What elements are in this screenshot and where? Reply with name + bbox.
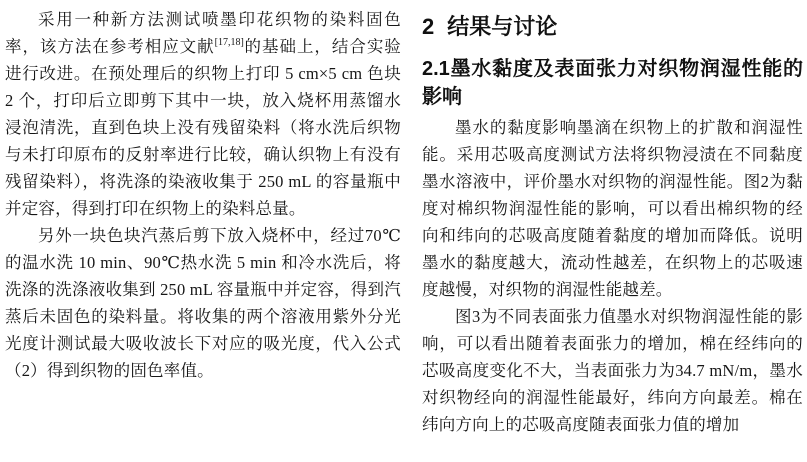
subsection-heading: 2.1墨水黏度及表面张力对织物润湿性能的影响	[422, 58, 803, 108]
paragraph-viscosity-wetting: 墨水的黏度影响墨滴在织物上的扩散和润湿性能。采用芯吸高度测试方法将织物浸渍在不同黏度墨水溶液中，评价墨水对织物的润湿性能。图2为黏度对棉织物润湿性能的影响，可以看出棉织物的经向和纬向的芯吸高度随着黏度的增加而降低。说明墨水的黏度越大，流动性越差，在织物上的芯吸速度越慢，对织物的润湿性能越差。	[422, 118, 803, 299]
section-heading	[422, 12, 803, 42]
left-column	[5, 6, 401, 462]
right-column	[422, 6, 803, 462]
paragraph-text: 采用一种新方法测试喷墨印花织物的染料固色率，该方法在参考相应文献	[5, 10, 401, 56]
paragraph-text: 的基础上，结合实验进行改进。在预处理后的织物上打印 5 cm×5 cm 色块 2 个，打印后立即剪下其中一块，放入烧杯用蒸馏水浸泡清洗，直到色块上没有残留染料（将水洗后织物与未打印原布的反射率进行比较，确认织物上有没有残留染料），将洗涤的染液收集于 250 mL 的容量瓶中并定容，得到打印在织物上的染料总量。	[5, 37, 401, 218]
section-number: 2	[422, 14, 435, 39]
paragraph-steaming-wash: 另外一块色块汽蒸后剪下放入烧杯中，经过70℃的温水洗 10 min、90℃热水洗 5 min 和冷水洗后，将洗涤的洗涤液收集到 250 mL 容量瓶中并定容，得到汽蒸后未固色的染料量。将收集的两个溶液用紫外分光光度计测试最大吸收波长下对应的吸光度，代入公式（2）得到织物的固色率值。	[5, 226, 401, 380]
section-title: 结果与讨论	[447, 14, 558, 39]
citation-superscript: [17,18]	[214, 37, 244, 48]
paragraph-fixation-method	[5, 6, 401, 222]
paragraph-surface-tension: 图3为不同表面张力值墨水对织物润湿性能的影响，可以看出随着表面张力的增加，棉在经纬向的芯吸高度变化不大，当表面张力为34.7 mN/m，墨水对织物经向的润湿性能最好，纬向方向最差。棉在纬向方向上的芯吸高度随表面张力值的增加	[422, 307, 803, 434]
